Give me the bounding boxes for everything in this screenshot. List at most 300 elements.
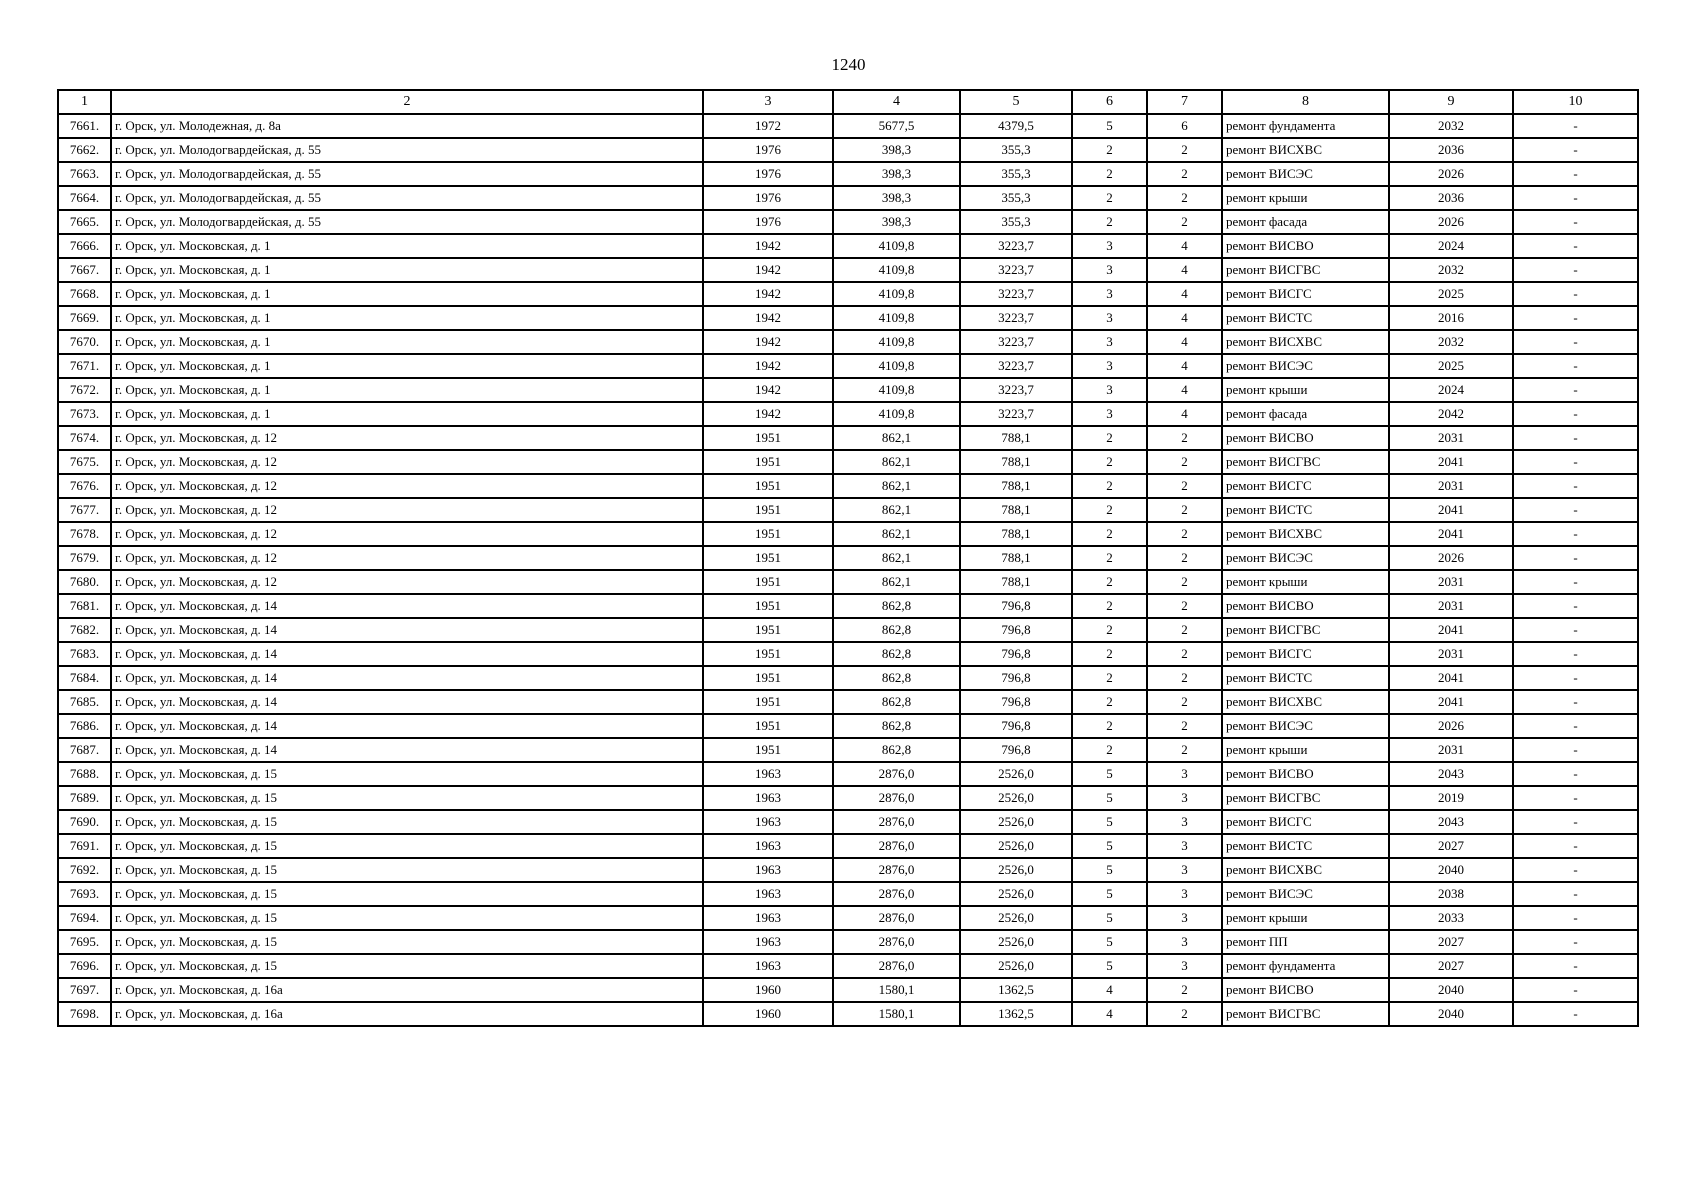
table-row — [58, 474, 1638, 498]
construction-year-cell: 1963 — [703, 882, 833, 906]
table-row — [58, 354, 1638, 378]
floors-cell: 3 — [1072, 258, 1147, 282]
table-row — [58, 498, 1638, 522]
note-cell: - — [1513, 834, 1638, 858]
work-type-cell: ремонт крыши — [1222, 570, 1389, 594]
address-cell: г. Орск, ул. Московская, д. 15 — [111, 858, 703, 882]
entrances-cell: 3 — [1147, 834, 1222, 858]
planned-year-cell: 2041 — [1389, 498, 1513, 522]
floors-cell: 2 — [1072, 210, 1147, 234]
floors-cell: 3 — [1072, 306, 1147, 330]
work-type-cell: ремонт ВИСХВС — [1222, 330, 1389, 354]
total-area-cell: 4109,8 — [833, 306, 960, 330]
construction-year-cell: 1951 — [703, 546, 833, 570]
table-row — [58, 210, 1638, 234]
row-number-cell: 7698. — [58, 1002, 111, 1026]
planned-year-cell: 2032 — [1389, 258, 1513, 282]
address-cell: г. Орск, ул. Московская, д. 15 — [111, 930, 703, 954]
living-area-cell: 355,3 — [960, 210, 1072, 234]
note-cell: - — [1513, 690, 1638, 714]
table-row — [58, 330, 1638, 354]
note-cell: - — [1513, 594, 1638, 618]
address-cell: г. Орск, ул. Московская, д. 14 — [111, 594, 703, 618]
construction-year-cell: 1976 — [703, 138, 833, 162]
planned-year-cell: 2027 — [1389, 834, 1513, 858]
living-area-cell: 796,8 — [960, 666, 1072, 690]
total-area-cell: 4109,8 — [833, 354, 960, 378]
living-area-cell: 796,8 — [960, 714, 1072, 738]
table-row — [58, 378, 1638, 402]
living-area-cell: 355,3 — [960, 162, 1072, 186]
work-type-cell: ремонт фасада — [1222, 402, 1389, 426]
living-area-cell: 2526,0 — [960, 954, 1072, 978]
living-area-cell: 788,1 — [960, 522, 1072, 546]
row-number-cell: 7674. — [58, 426, 111, 450]
table-row — [58, 402, 1638, 426]
total-area-cell: 4109,8 — [833, 234, 960, 258]
note-cell: - — [1513, 402, 1638, 426]
total-area-cell: 1580,1 — [833, 1002, 960, 1026]
living-area-cell: 355,3 — [960, 138, 1072, 162]
work-type-cell: ремонт ВИСХВС — [1222, 138, 1389, 162]
address-cell: г. Орск, ул. Московская, д. 15 — [111, 762, 703, 786]
entrances-cell: 2 — [1147, 546, 1222, 570]
row-number-cell: 7662. — [58, 138, 111, 162]
address-cell: г. Орск, ул. Московская, д. 12 — [111, 546, 703, 570]
construction-year-cell: 1942 — [703, 258, 833, 282]
repair-schedule-table — [57, 89, 1639, 1027]
construction-year-cell: 1951 — [703, 498, 833, 522]
row-number-cell: 7683. — [58, 642, 111, 666]
floors-cell: 2 — [1072, 162, 1147, 186]
address-cell: г. Орск, ул. Московская, д. 15 — [111, 834, 703, 858]
work-type-cell: ремонт крыши — [1222, 906, 1389, 930]
row-number-cell: 7685. — [58, 690, 111, 714]
living-area-cell: 796,8 — [960, 642, 1072, 666]
construction-year-cell: 1951 — [703, 618, 833, 642]
column-header-6: 6 — [1072, 90, 1147, 114]
construction-year-cell: 1942 — [703, 282, 833, 306]
planned-year-cell: 2026 — [1389, 546, 1513, 570]
living-area-cell: 2526,0 — [960, 810, 1072, 834]
work-type-cell: ремонт ВИСГВС — [1222, 450, 1389, 474]
entrances-cell: 2 — [1147, 666, 1222, 690]
row-number-cell: 7661. — [58, 114, 111, 138]
note-cell: - — [1513, 666, 1638, 690]
entrances-cell: 2 — [1147, 474, 1222, 498]
total-area-cell: 862,1 — [833, 522, 960, 546]
living-area-cell: 3223,7 — [960, 282, 1072, 306]
address-cell: г. Орск, ул. Московская, д. 1 — [111, 402, 703, 426]
table-row — [58, 882, 1638, 906]
entrances-cell: 2 — [1147, 1002, 1222, 1026]
note-cell: - — [1513, 570, 1638, 594]
total-area-cell: 4109,8 — [833, 378, 960, 402]
note-cell: - — [1513, 210, 1638, 234]
entrances-cell: 4 — [1147, 402, 1222, 426]
address-cell: г. Орск, ул. Московская, д. 15 — [111, 786, 703, 810]
table-row — [58, 786, 1638, 810]
row-number-cell: 7692. — [58, 858, 111, 882]
floors-cell: 2 — [1072, 666, 1147, 690]
planned-year-cell: 2016 — [1389, 306, 1513, 330]
table-row — [58, 162, 1638, 186]
row-number-cell: 7679. — [58, 546, 111, 570]
construction-year-cell: 1942 — [703, 378, 833, 402]
address-cell: г. Орск, ул. Московская, д. 12 — [111, 426, 703, 450]
planned-year-cell: 2031 — [1389, 642, 1513, 666]
floors-cell: 2 — [1072, 498, 1147, 522]
construction-year-cell: 1951 — [703, 738, 833, 762]
construction-year-cell: 1951 — [703, 474, 833, 498]
row-number-cell: 7686. — [58, 714, 111, 738]
column-header-8: 8 — [1222, 90, 1389, 114]
address-cell: г. Орск, ул. Московская, д. 15 — [111, 906, 703, 930]
construction-year-cell: 1963 — [703, 810, 833, 834]
address-cell: г. Орск, ул. Московская, д. 14 — [111, 690, 703, 714]
address-cell: г. Орск, ул. Московская, д. 14 — [111, 642, 703, 666]
table-body — [58, 114, 1638, 1026]
work-type-cell: ремонт ВИСВО — [1222, 978, 1389, 1002]
work-type-cell: ремонт ВИСТС — [1222, 498, 1389, 522]
living-area-cell: 1362,5 — [960, 1002, 1072, 1026]
total-area-cell: 398,3 — [833, 138, 960, 162]
note-cell: - — [1513, 546, 1638, 570]
planned-year-cell: 2025 — [1389, 282, 1513, 306]
total-area-cell: 4109,8 — [833, 258, 960, 282]
address-cell: г. Орск, ул. Московская, д. 1 — [111, 234, 703, 258]
address-cell: г. Орск, ул. Московская, д. 1 — [111, 378, 703, 402]
entrances-cell: 2 — [1147, 210, 1222, 234]
living-area-cell: 3223,7 — [960, 378, 1072, 402]
total-area-cell: 2876,0 — [833, 906, 960, 930]
planned-year-cell: 2031 — [1389, 738, 1513, 762]
row-number-cell: 7697. — [58, 978, 111, 1002]
row-number-cell: 7681. — [58, 594, 111, 618]
note-cell: - — [1513, 378, 1638, 402]
work-type-cell: ремонт ВИСЭС — [1222, 354, 1389, 378]
note-cell: - — [1513, 810, 1638, 834]
floors-cell: 2 — [1072, 714, 1147, 738]
construction-year-cell: 1942 — [703, 354, 833, 378]
note-cell: - — [1513, 882, 1638, 906]
row-number-cell: 7677. — [58, 498, 111, 522]
entrances-cell: 6 — [1147, 114, 1222, 138]
table-row — [58, 138, 1638, 162]
living-area-cell: 788,1 — [960, 498, 1072, 522]
total-area-cell: 5677,5 — [833, 114, 960, 138]
living-area-cell: 3223,7 — [960, 258, 1072, 282]
floors-cell: 3 — [1072, 354, 1147, 378]
address-cell: г. Орск, ул. Московская, д. 15 — [111, 810, 703, 834]
living-area-cell: 355,3 — [960, 186, 1072, 210]
total-area-cell: 2876,0 — [833, 834, 960, 858]
note-cell: - — [1513, 234, 1638, 258]
entrances-cell: 3 — [1147, 786, 1222, 810]
entrances-cell: 4 — [1147, 306, 1222, 330]
entrances-cell: 2 — [1147, 714, 1222, 738]
table-row — [58, 546, 1638, 570]
floors-cell: 5 — [1072, 114, 1147, 138]
address-cell: г. Орск, ул. Московская, д. 12 — [111, 522, 703, 546]
construction-year-cell: 1976 — [703, 186, 833, 210]
living-area-cell: 788,1 — [960, 426, 1072, 450]
total-area-cell: 2876,0 — [833, 810, 960, 834]
living-area-cell: 2526,0 — [960, 834, 1072, 858]
table-row — [58, 282, 1638, 306]
table-row — [58, 690, 1638, 714]
floors-cell: 2 — [1072, 642, 1147, 666]
note-cell: - — [1513, 186, 1638, 210]
entrances-cell: 3 — [1147, 762, 1222, 786]
table-row — [58, 834, 1638, 858]
floors-cell: 5 — [1072, 930, 1147, 954]
note-cell: - — [1513, 114, 1638, 138]
living-area-cell: 796,8 — [960, 594, 1072, 618]
note-cell: - — [1513, 786, 1638, 810]
living-area-cell: 788,1 — [960, 474, 1072, 498]
address-cell: г. Орск, ул. Московская, д. 12 — [111, 570, 703, 594]
table-row — [58, 186, 1638, 210]
entrances-cell: 2 — [1147, 162, 1222, 186]
planned-year-cell: 2024 — [1389, 378, 1513, 402]
column-header-3: 3 — [703, 90, 833, 114]
row-number-cell: 7689. — [58, 786, 111, 810]
entrances-cell: 3 — [1147, 930, 1222, 954]
living-area-cell: 2526,0 — [960, 930, 1072, 954]
living-area-cell: 1362,5 — [960, 978, 1072, 1002]
work-type-cell: ремонт крыши — [1222, 186, 1389, 210]
planned-year-cell: 2041 — [1389, 618, 1513, 642]
table-row — [58, 258, 1638, 282]
planned-year-cell: 2019 — [1389, 786, 1513, 810]
construction-year-cell: 1951 — [703, 666, 833, 690]
floors-cell: 2 — [1072, 426, 1147, 450]
living-area-cell: 796,8 — [960, 690, 1072, 714]
construction-year-cell: 1951 — [703, 522, 833, 546]
entrances-cell: 2 — [1147, 426, 1222, 450]
table-row — [58, 426, 1638, 450]
row-number-cell: 7675. — [58, 450, 111, 474]
table-row — [58, 234, 1638, 258]
note-cell: - — [1513, 306, 1638, 330]
planned-year-cell: 2040 — [1389, 858, 1513, 882]
total-area-cell: 862,1 — [833, 426, 960, 450]
total-area-cell: 862,1 — [833, 498, 960, 522]
column-header-5: 5 — [960, 90, 1072, 114]
row-number-cell: 7664. — [58, 186, 111, 210]
total-area-cell: 2876,0 — [833, 858, 960, 882]
row-number-cell: 7688. — [58, 762, 111, 786]
table-row — [58, 738, 1638, 762]
living-area-cell: 796,8 — [960, 618, 1072, 642]
floors-cell: 4 — [1072, 978, 1147, 1002]
floors-cell: 5 — [1072, 882, 1147, 906]
row-number-cell: 7666. — [58, 234, 111, 258]
planned-year-cell: 2041 — [1389, 450, 1513, 474]
work-type-cell: ремонт ВИСЭС — [1222, 714, 1389, 738]
note-cell: - — [1513, 738, 1638, 762]
floors-cell: 2 — [1072, 738, 1147, 762]
living-area-cell: 2526,0 — [960, 762, 1072, 786]
planned-year-cell: 2025 — [1389, 354, 1513, 378]
construction-year-cell: 1963 — [703, 834, 833, 858]
note-cell: - — [1513, 906, 1638, 930]
floors-cell: 5 — [1072, 786, 1147, 810]
floors-cell: 2 — [1072, 546, 1147, 570]
note-cell: - — [1513, 642, 1638, 666]
column-header-10: 10 — [1513, 90, 1638, 114]
entrances-cell: 4 — [1147, 330, 1222, 354]
total-area-cell: 2876,0 — [833, 762, 960, 786]
living-area-cell: 3223,7 — [960, 354, 1072, 378]
address-cell: г. Орск, ул. Московская, д. 12 — [111, 474, 703, 498]
construction-year-cell: 1963 — [703, 762, 833, 786]
floors-cell: 4 — [1072, 1002, 1147, 1026]
work-type-cell: ремонт ВИСВО — [1222, 426, 1389, 450]
construction-year-cell: 1963 — [703, 954, 833, 978]
note-cell: - — [1513, 354, 1638, 378]
entrances-cell: 3 — [1147, 906, 1222, 930]
note-cell: - — [1513, 162, 1638, 186]
planned-year-cell: 2024 — [1389, 234, 1513, 258]
note-cell: - — [1513, 138, 1638, 162]
address-cell: г. Орск, ул. Московская, д. 15 — [111, 954, 703, 978]
entrances-cell: 2 — [1147, 690, 1222, 714]
living-area-cell: 788,1 — [960, 450, 1072, 474]
floors-cell: 5 — [1072, 762, 1147, 786]
floors-cell: 5 — [1072, 810, 1147, 834]
work-type-cell: ремонт ВИСГВС — [1222, 258, 1389, 282]
note-cell: - — [1513, 762, 1638, 786]
table-row — [58, 906, 1638, 930]
living-area-cell: 3223,7 — [960, 402, 1072, 426]
row-number-cell: 7695. — [58, 930, 111, 954]
address-cell: г. Орск, ул. Московская, д. 12 — [111, 498, 703, 522]
living-area-cell: 796,8 — [960, 738, 1072, 762]
entrances-cell: 3 — [1147, 954, 1222, 978]
row-number-cell: 7676. — [58, 474, 111, 498]
row-number-cell: 7694. — [58, 906, 111, 930]
table-row — [58, 570, 1638, 594]
planned-year-cell: 2040 — [1389, 978, 1513, 1002]
total-area-cell: 862,1 — [833, 546, 960, 570]
work-type-cell: ремонт ВИСГС — [1222, 810, 1389, 834]
note-cell: - — [1513, 258, 1638, 282]
row-number-cell: 7670. — [58, 330, 111, 354]
construction-year-cell: 1976 — [703, 210, 833, 234]
page-number: 1240 — [831, 55, 866, 74]
construction-year-cell: 1951 — [703, 642, 833, 666]
work-type-cell: ремонт ВИСЭС — [1222, 882, 1389, 906]
row-number-cell: 7691. — [58, 834, 111, 858]
work-type-cell: ремонт ВИСХВС — [1222, 858, 1389, 882]
work-type-cell: ремонт ВИСГС — [1222, 282, 1389, 306]
total-area-cell: 398,3 — [833, 162, 960, 186]
table-row — [58, 978, 1638, 1002]
planned-year-cell: 2038 — [1389, 882, 1513, 906]
work-type-cell: ремонт ВИСТС — [1222, 834, 1389, 858]
work-type-cell: ремонт ВИСГС — [1222, 474, 1389, 498]
floors-cell: 2 — [1072, 186, 1147, 210]
work-type-cell: ремонт ВИСГВС — [1222, 786, 1389, 810]
floors-cell: 3 — [1072, 330, 1147, 354]
total-area-cell: 862,1 — [833, 474, 960, 498]
row-number-cell: 7687. — [58, 738, 111, 762]
total-area-cell: 862,8 — [833, 714, 960, 738]
floors-cell: 2 — [1072, 138, 1147, 162]
row-number-cell: 7690. — [58, 810, 111, 834]
table-row — [58, 714, 1638, 738]
living-area-cell: 2526,0 — [960, 906, 1072, 930]
floors-cell: 3 — [1072, 402, 1147, 426]
planned-year-cell: 2026 — [1389, 210, 1513, 234]
note-cell: - — [1513, 522, 1638, 546]
construction-year-cell: 1960 — [703, 978, 833, 1002]
work-type-cell: ремонт ВИСЭС — [1222, 162, 1389, 186]
entrances-cell: 3 — [1147, 858, 1222, 882]
address-cell: г. Орск, ул. Московская, д. 1 — [111, 258, 703, 282]
construction-year-cell: 1960 — [703, 1002, 833, 1026]
note-cell: - — [1513, 330, 1638, 354]
total-area-cell: 862,8 — [833, 690, 960, 714]
table-row — [58, 594, 1638, 618]
planned-year-cell: 2027 — [1389, 930, 1513, 954]
address-cell: г. Орск, ул. Московская, д. 16а — [111, 978, 703, 1002]
total-area-cell: 398,3 — [833, 210, 960, 234]
planned-year-cell: 2026 — [1389, 162, 1513, 186]
table-row — [58, 930, 1638, 954]
work-type-cell: ремонт фундамента — [1222, 954, 1389, 978]
planned-year-cell: 2040 — [1389, 1002, 1513, 1026]
floors-cell: 3 — [1072, 378, 1147, 402]
construction-year-cell: 1942 — [703, 402, 833, 426]
living-area-cell: 2526,0 — [960, 858, 1072, 882]
column-header-7: 7 — [1147, 90, 1222, 114]
floors-cell: 3 — [1072, 282, 1147, 306]
address-cell: г. Орск, ул. Московская, д. 1 — [111, 282, 703, 306]
construction-year-cell: 1951 — [703, 594, 833, 618]
work-type-cell: ремонт ВИСТС — [1222, 666, 1389, 690]
planned-year-cell: 2032 — [1389, 114, 1513, 138]
row-number-cell: 7671. — [58, 354, 111, 378]
living-area-cell: 3223,7 — [960, 330, 1072, 354]
total-area-cell: 862,8 — [833, 594, 960, 618]
address-cell: г. Орск, ул. Московская, д. 16а — [111, 1002, 703, 1026]
address-cell: г. Орск, ул. Московская, д. 14 — [111, 738, 703, 762]
living-area-cell: 4379,5 — [960, 114, 1072, 138]
entrances-cell: 4 — [1147, 258, 1222, 282]
row-number-cell: 7673. — [58, 402, 111, 426]
column-header-9: 9 — [1389, 90, 1513, 114]
floors-cell: 2 — [1072, 570, 1147, 594]
living-area-cell: 3223,7 — [960, 234, 1072, 258]
construction-year-cell: 1951 — [703, 570, 833, 594]
total-area-cell: 862,1 — [833, 570, 960, 594]
row-number-cell: 7663. — [58, 162, 111, 186]
note-cell: - — [1513, 714, 1638, 738]
floors-cell: 2 — [1072, 474, 1147, 498]
total-area-cell: 2876,0 — [833, 930, 960, 954]
address-cell: г. Орск, ул. Московская, д. 1 — [111, 330, 703, 354]
planned-year-cell: 2041 — [1389, 690, 1513, 714]
entrances-cell: 3 — [1147, 882, 1222, 906]
living-area-cell: 2526,0 — [960, 882, 1072, 906]
note-cell: - — [1513, 978, 1638, 1002]
planned-year-cell: 2036 — [1389, 138, 1513, 162]
construction-year-cell: 1942 — [703, 330, 833, 354]
address-cell: г. Орск, ул. Молодогвардейская, д. 55 — [111, 210, 703, 234]
